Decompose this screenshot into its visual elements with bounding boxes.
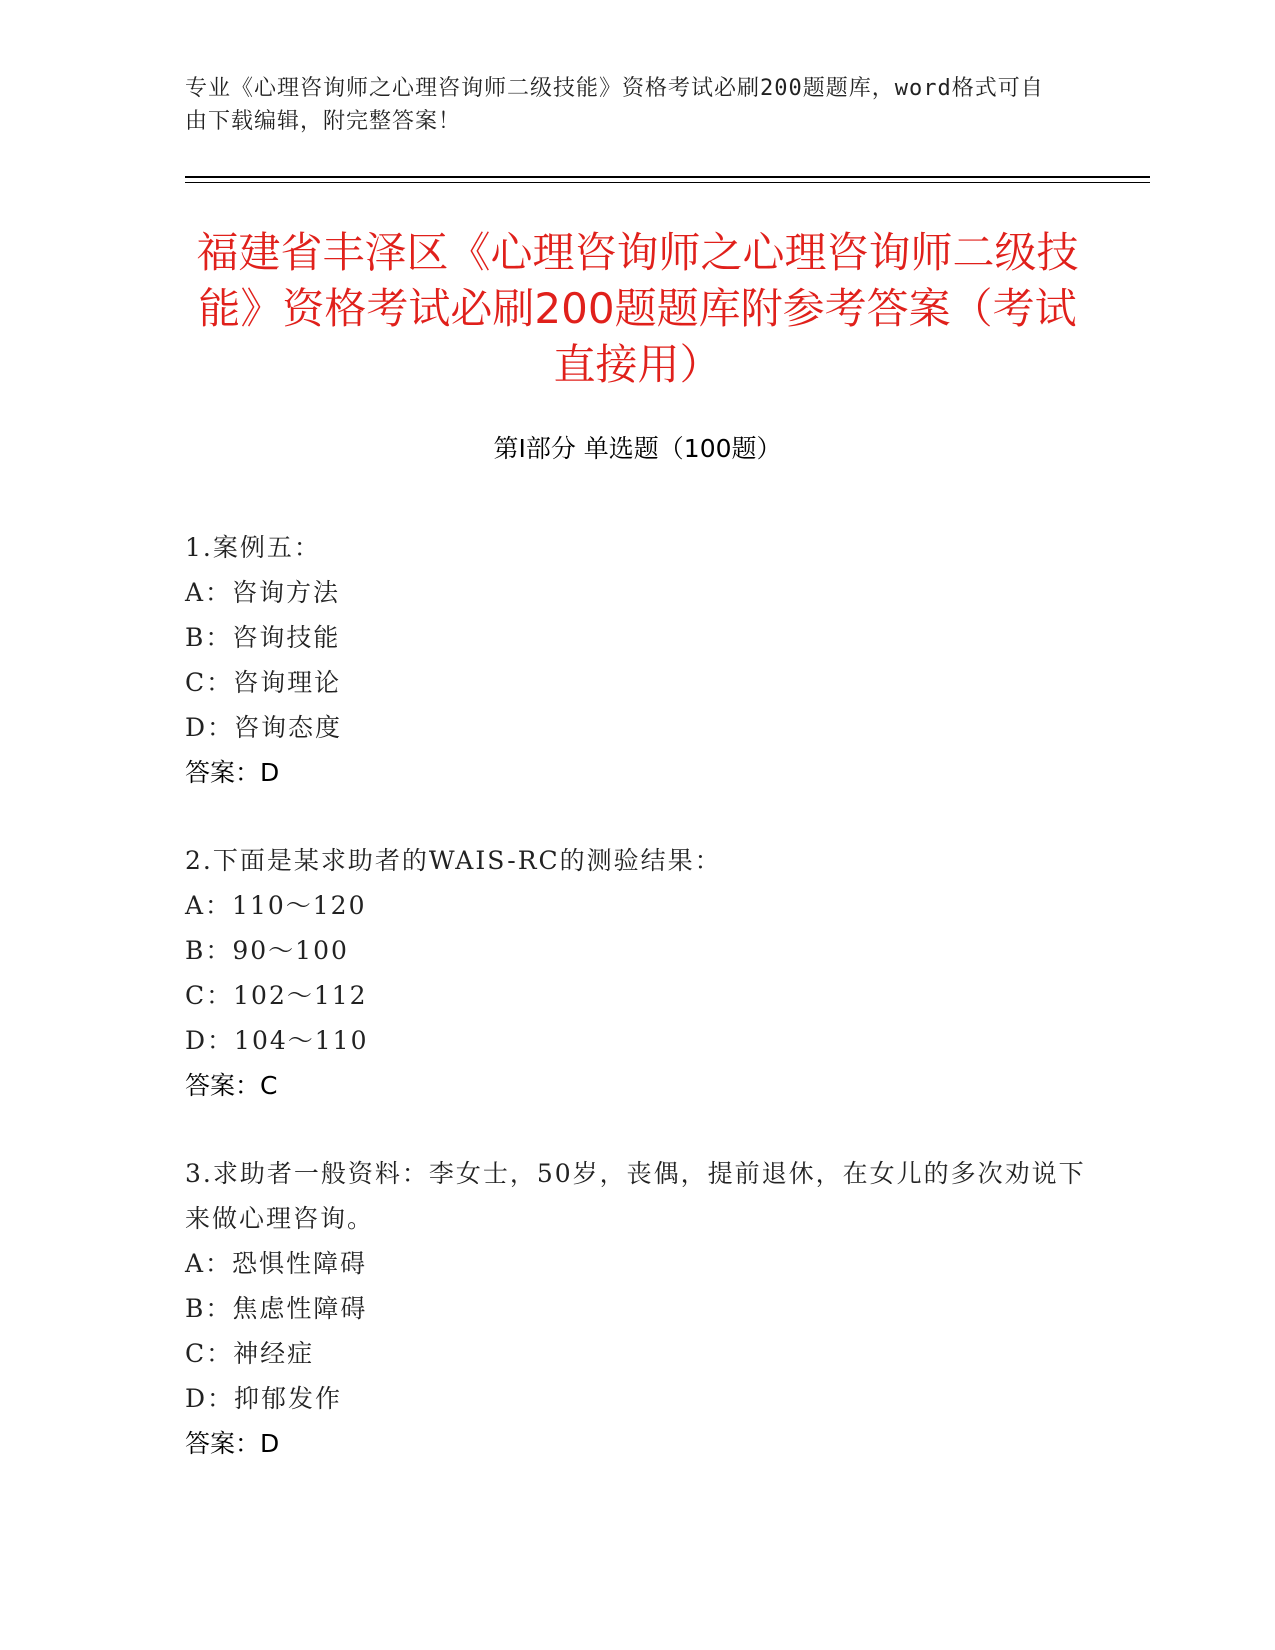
option-d: D：抑郁发作 <box>185 1384 343 1413</box>
option-c: C：神经症 <box>185 1339 315 1368</box>
question-1 <box>185 525 1090 795</box>
document-title: 福建省丰泽区《心理咨询师之心理咨询师二级技能》资格考试必刷200题题库附参考答案（考试直接用） <box>196 228 1079 389</box>
option-c: C：咨询理论 <box>185 668 342 697</box>
option-b: B：咨询技能 <box>185 623 341 652</box>
header-note: 专业《心理咨询师之心理咨询师二级技能》资格考试必刷200题题库，word格式可自由下载编辑，附完整答案！ <box>185 76 1044 134</box>
option-d: D：咨询态度 <box>185 713 343 742</box>
question-stem: 3.求助者一般资料：李女士，50岁，丧偶，提前退休，在女儿的多次劝说下来做心理咨询。 <box>185 1159 1086 1233</box>
option-b: B：焦虑性障碍 <box>185 1294 368 1323</box>
option-a: A：恐惧性障碍 <box>185 1249 368 1278</box>
question-list <box>185 525 1090 1509</box>
question-3 <box>185 1151 1090 1466</box>
answer: 答案：D <box>185 1429 280 1458</box>
option-a: A：110～120 <box>185 891 367 920</box>
header-rule-thin <box>185 182 1150 183</box>
header-rule <box>185 176 1150 178</box>
question-stem: 2.下面是某求助者的WAIS-RC的测验结果： <box>185 846 722 875</box>
section-title: 第Ⅰ部分 单选题（100题） <box>493 434 782 463</box>
question-stem: 1.案例五： <box>185 533 321 562</box>
option-d: D：104～110 <box>185 1026 369 1055</box>
option-c: C：102～112 <box>185 981 368 1010</box>
answer: 答案：D <box>185 758 280 787</box>
option-a: A：咨询方法 <box>185 578 341 607</box>
option-b: B：90～100 <box>185 936 349 965</box>
question-2 <box>185 838 1090 1108</box>
answer: 答案：C <box>185 1071 278 1100</box>
